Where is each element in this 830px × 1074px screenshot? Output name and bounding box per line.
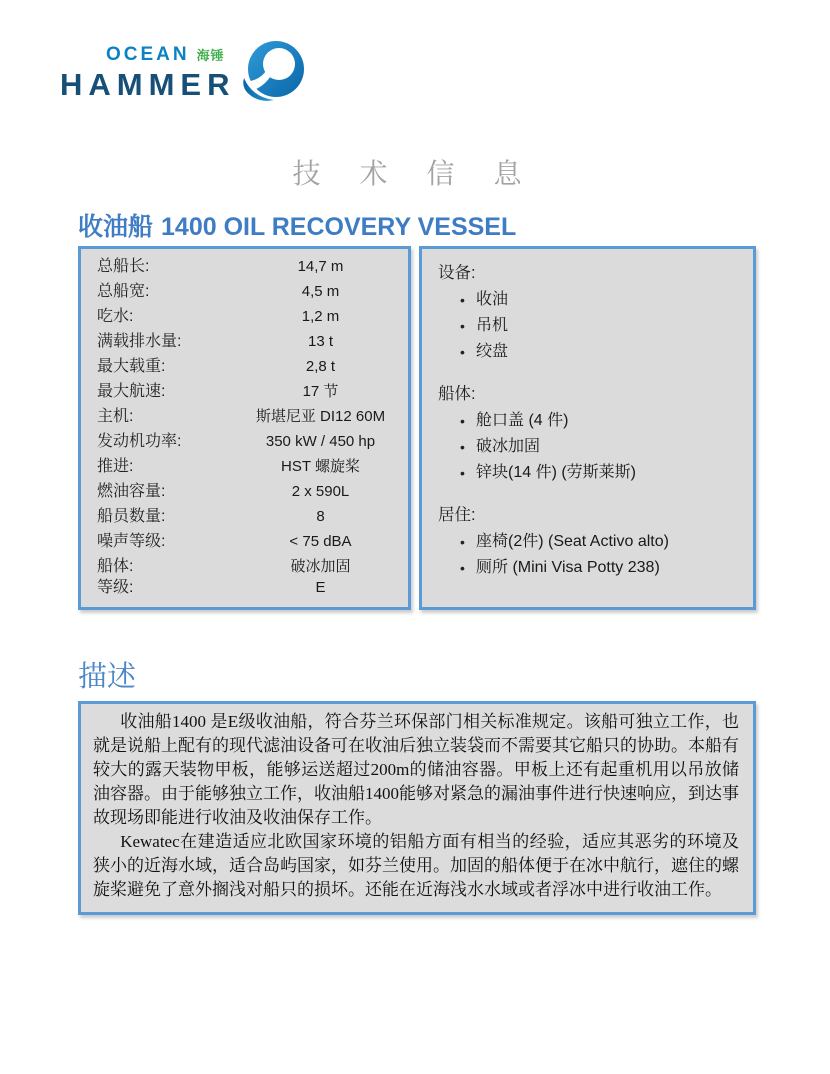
spec-label: 燃油容量:: [97, 483, 166, 500]
bullet-icon: •: [460, 560, 465, 576]
spec-label: 总船宽:: [97, 283, 150, 300]
feature-item: [460, 342, 741, 362]
spec-value: 斯堪尼亚 DI12 60M: [255, 408, 386, 425]
spec-label: 发动机功率:: [97, 433, 182, 450]
content-column: [78, 0, 756, 915]
spec-value: 14,7 m: [297, 258, 344, 275]
section-heading-en: 1400 OIL RECOVERY VESSEL: [161, 213, 517, 241]
feature-item-label: 收油: [476, 291, 509, 308]
spec-value: HST 螺旋桨: [281, 458, 360, 475]
page-title: 技 术 信 息: [292, 159, 538, 190]
feature-item-label: 舱口盖 (4 件): [476, 412, 569, 429]
feature-item-label: 座椅(2件) (Seat Activo alto): [476, 533, 669, 550]
spec-label: 船体:: [97, 558, 134, 575]
bullet-icon: •: [460, 465, 465, 481]
feature-item: [460, 558, 741, 578]
section-heading-cn: 收油船: [78, 213, 154, 241]
feature-group-hull: [438, 380, 741, 483]
feature-item: [460, 411, 741, 431]
logo-ocean-text: OCEAN: [106, 44, 190, 65]
feature-item-label: 吊机: [476, 317, 509, 334]
spec-value: < 75 dBA: [289, 533, 352, 550]
bullet-icon: •: [460, 292, 465, 308]
spec-row: [97, 578, 394, 598]
logo-hammer-text: HAMMER: [60, 67, 236, 102]
spec-value: 4,5 m: [301, 283, 340, 300]
spec-label: 主机:: [97, 408, 134, 425]
feature-item-label: 厕所 (Mini Visa Potty 238): [476, 559, 660, 576]
description-heading: 描述: [78, 661, 137, 693]
bullet-icon: •: [460, 344, 465, 360]
spec-value: 破冰加固: [290, 558, 351, 575]
spec-row: [97, 257, 394, 277]
feature-item-label: 锌块(14 件) (劳斯莱斯): [476, 464, 637, 481]
section-heading: [78, 212, 756, 242]
feature-group-equipment: [438, 259, 741, 362]
spec-value: 2,8 t: [305, 358, 336, 375]
spec-label: 噪声等级:: [97, 533, 166, 550]
feature-item-label: 破冰加固: [476, 438, 541, 455]
feature-item: [460, 532, 741, 552]
spec-label: 船员数量:: [97, 508, 166, 525]
description-paragraph: 收油船1400 是E级收油船，符合芬兰环保部门相关标准规定。该船可独立工作，也就是说船上配有的现代滤油设备可在收油后独立装袋而不需要其它船只的协助。本船有较大的露天装物甲板，能够运送超过200m的储油容器。甲板上还有起重机用以吊放储油容器。由于能够独立工作，收油船1400能够对紧急的漏油事件进行快速响应，到达事故现场即能进行收油及收油保存工作。: [93, 712, 739, 827]
spec-row: [97, 557, 394, 577]
spec-label: 等级:: [97, 579, 134, 596]
spec-label: 吃水:: [97, 308, 134, 325]
feature-item: [460, 316, 741, 336]
spec-value: 8: [316, 508, 325, 525]
feature-item: [460, 463, 741, 483]
spec-label: 最大载重:: [97, 358, 166, 375]
spec-value: E: [315, 579, 326, 596]
spec-row: [97, 357, 394, 377]
description-paragraph: Kewatec在建造适应北欧国家环境的铝船方面有相当的经验，适应其恶劣的环境及狭小的近海水域，适合岛屿国家，如芬兰使用。加固的船体便于在冰中航行，遮住的螺旋桨避免了意外搁浅对船只的损坏。还能在近海浅水水域或者浮冰中进行收油工作。: [93, 832, 739, 899]
spec-row: [97, 532, 394, 552]
spec-row: [97, 282, 394, 302]
spec-label: 最大航速:: [97, 383, 166, 400]
feature-group-title: 居住:: [438, 506, 476, 524]
feature-group-title: 设备:: [438, 264, 476, 282]
feature-item-label: 绞盘: [476, 343, 509, 360]
bullet-icon: •: [460, 318, 465, 334]
spec-value: 1,2 m: [301, 308, 340, 325]
feature-group-title: 船体:: [438, 385, 476, 403]
feature-item: [460, 437, 741, 457]
logo-chinese-text: 海锤: [196, 48, 225, 63]
spec-panels: [78, 246, 756, 610]
description-panel: [78, 701, 756, 915]
specifications-panel: [78, 246, 411, 610]
spec-value: 2 x 590L: [291, 483, 350, 500]
spec-row: [97, 407, 394, 427]
spec-row: [97, 432, 394, 452]
spec-label: 推进:: [97, 458, 134, 475]
spec-row: [97, 307, 394, 327]
spec-value: 13 t: [307, 333, 334, 350]
spec-row: [97, 507, 394, 527]
spec-row: [97, 332, 394, 352]
spec-label: 满载排水量:: [97, 333, 182, 350]
spec-value: 350 kW / 450 hp: [265, 433, 376, 450]
feature-group-accommodation: [438, 501, 741, 578]
bullet-icon: •: [460, 439, 465, 455]
bullet-icon: •: [460, 534, 465, 550]
spec-value: 17 节: [302, 383, 339, 400]
feature-item: [460, 290, 741, 310]
spec-row: [97, 457, 394, 477]
features-panel: [419, 246, 756, 610]
bullet-icon: •: [460, 413, 465, 429]
spec-row: [97, 482, 394, 502]
spec-row: [97, 382, 394, 402]
spec-label: 总船长:: [97, 258, 150, 275]
